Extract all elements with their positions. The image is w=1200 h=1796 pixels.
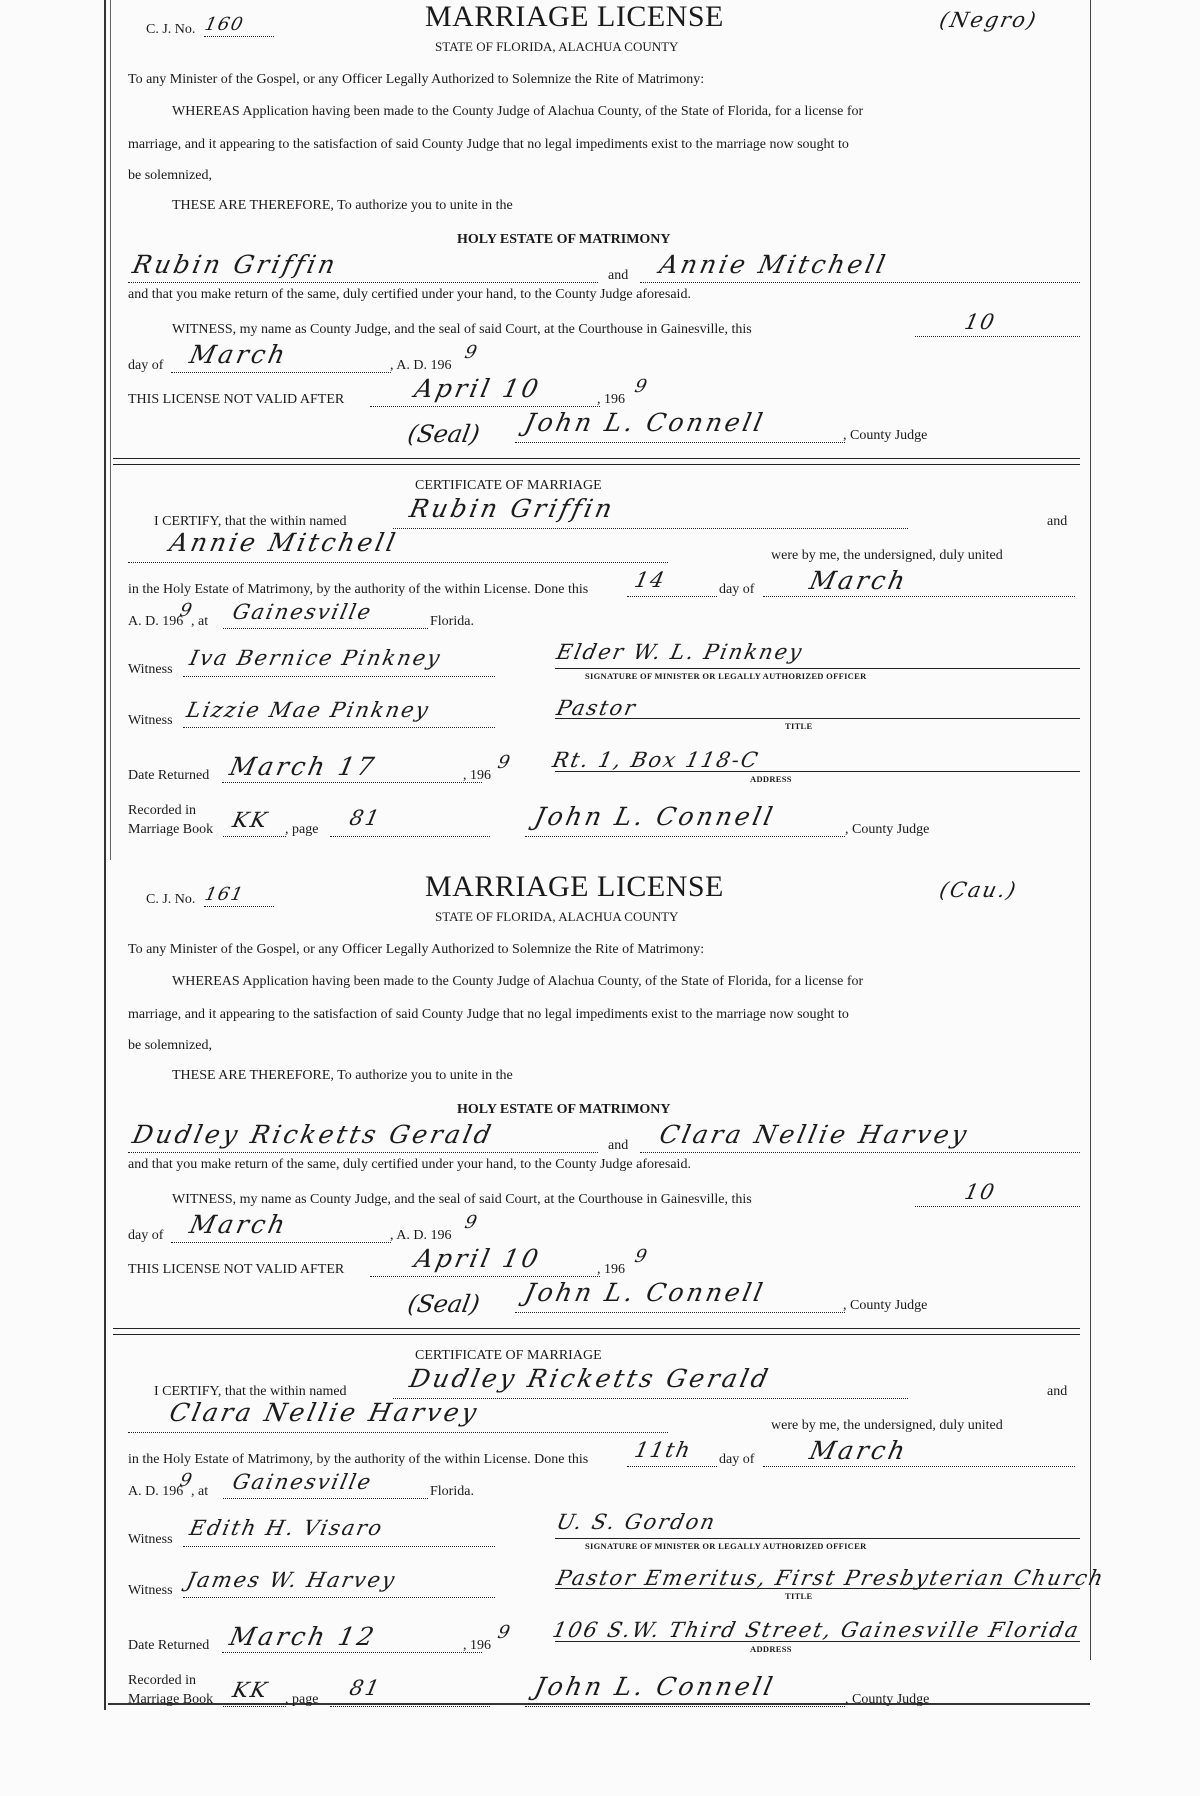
page-border-left-inner bbox=[110, 0, 111, 860]
title-rule bbox=[555, 718, 1080, 719]
witness-1-line bbox=[183, 1546, 495, 1547]
address-rule bbox=[555, 771, 1080, 772]
recorded-in-label: Recorded in bbox=[128, 1673, 197, 1688]
page-line bbox=[330, 1706, 490, 1707]
address-caption: ADDRESS bbox=[750, 774, 792, 784]
and-text: and bbox=[608, 268, 629, 283]
certificate-heading: CERTIFICATE OF MARRIAGE bbox=[415, 1348, 602, 1363]
cj-label: C. J. No. bbox=[146, 892, 196, 907]
returned-year: 9 bbox=[495, 752, 514, 773]
book-value: KK bbox=[230, 808, 271, 832]
signature-rule bbox=[555, 668, 1080, 669]
holy-estate-heading: HOLY ESTATE OF MATRIMONY bbox=[457, 232, 671, 247]
witness-1-label: Witness bbox=[128, 662, 173, 677]
page-value: 81 bbox=[347, 1676, 384, 1700]
ad-line-text: A. D. 196 bbox=[128, 1484, 184, 1499]
officiant-address: 106 S.W. Third Street, Gainesville Florida bbox=[550, 1618, 1083, 1642]
witness-1: Edith H. Visaro bbox=[187, 1516, 386, 1540]
page-border-left bbox=[104, 0, 106, 1710]
witness-day-line bbox=[915, 336, 1080, 337]
cert-groom: Dudley Ricketts Gerald bbox=[406, 1364, 774, 1393]
done-day-line bbox=[627, 1466, 717, 1467]
done-month: March bbox=[806, 1436, 911, 1465]
margin-note: (Negro) bbox=[937, 8, 1040, 32]
judge-signature-2-line bbox=[525, 1706, 845, 1707]
license-title: MARRIAGE LICENSE bbox=[425, 0, 724, 33]
witness-2-line bbox=[183, 1597, 495, 1598]
signature-caption: SIGNATURE OF MINISTER OR LEGALLY AUTHORIZED OFFICER bbox=[585, 1541, 867, 1551]
county-judge-label: , County Judge bbox=[843, 428, 928, 443]
officiant-title: Pastor bbox=[554, 696, 640, 720]
not-valid-date: April 10 bbox=[411, 1244, 544, 1273]
cert-bride: Annie Mitchell bbox=[166, 528, 401, 557]
were-by-me-text: were by me, the undersigned, duly united bbox=[771, 1418, 1003, 1433]
page-border-right bbox=[1090, 0, 1091, 1660]
day-of-text: day of bbox=[128, 358, 164, 373]
addressee-text: To any Minister of the Gospel, or any Officer Legally Authorized to Solemnize the Rite of Matrimony: bbox=[128, 942, 705, 957]
witness-2: Lizzie Mae Pinkney bbox=[184, 698, 433, 722]
and-text: and bbox=[608, 1138, 629, 1153]
certificate-heading: CERTIFICATE OF MARRIAGE bbox=[415, 478, 602, 493]
book-value: KK bbox=[230, 1678, 271, 1702]
whereas-line-1: WHEREAS Application having been made to the County Judge of Alachua County, of the State of Florida, for a license for bbox=[172, 974, 864, 989]
recorded-in-label: Recorded in bbox=[128, 803, 197, 818]
cert-groom-line bbox=[393, 528, 908, 529]
witness-line: WITNESS, my name as County Judge, and the seal of said Court, at the Courthouse in Gainesville, this bbox=[172, 322, 752, 337]
judge-signature-2-line bbox=[525, 836, 845, 837]
witness-1-line bbox=[183, 676, 495, 677]
at-text: , at bbox=[191, 1484, 209, 1499]
cj-no: 160 bbox=[202, 14, 247, 35]
return-line: and that you make return of the same, duly certified under your hand, to the County Judge aforesaid. bbox=[128, 287, 691, 302]
florida-text: Florida. bbox=[430, 614, 474, 629]
cert-bride-line bbox=[128, 562, 668, 563]
officiant-title: Pastor Emeritus, First Presbyterian Church bbox=[554, 1566, 1108, 1590]
at-text: , at bbox=[191, 614, 209, 629]
section-divider bbox=[113, 458, 1080, 465]
done-month-line bbox=[763, 1466, 1075, 1467]
license-year: 9 bbox=[462, 342, 481, 363]
holy-estate-line: in the Holy Estate of Matrimony, by the authority of the within License. Done this bbox=[128, 1452, 589, 1467]
cj-no: 161 bbox=[202, 884, 247, 905]
day-of-2-text: day of bbox=[719, 1452, 755, 1467]
license-month: March bbox=[186, 340, 291, 369]
place-line bbox=[223, 1498, 428, 1499]
cert-groom: Rubin Griffin bbox=[406, 494, 618, 523]
not-valid-date: April 10 bbox=[411, 374, 544, 403]
cj-label: C. J. No. bbox=[146, 22, 196, 37]
returned-date-line bbox=[222, 1652, 482, 1653]
county-judge-label: , County Judge bbox=[843, 1298, 928, 1313]
page-value: 81 bbox=[347, 806, 384, 830]
i-certify-text: I CERTIFY, that the within named bbox=[154, 1384, 347, 1399]
address-rule bbox=[555, 1641, 1080, 1642]
done-day: 11th bbox=[632, 1438, 695, 1462]
license-month-line bbox=[171, 1242, 391, 1243]
page-label: , page bbox=[285, 1692, 319, 1707]
seal-mark: (Seal) bbox=[405, 420, 482, 448]
not-valid-line bbox=[370, 406, 600, 407]
seal-mark: (Seal) bbox=[405, 1290, 482, 1318]
address-caption: ADDRESS bbox=[750, 1644, 792, 1654]
witness-1-label: Witness bbox=[128, 1532, 173, 1547]
florida-text: Florida. bbox=[430, 1484, 474, 1499]
witness-day-line bbox=[915, 1206, 1080, 1207]
title-rule bbox=[555, 1588, 1080, 1589]
whereas-line-1: WHEREAS Application having been made to the County Judge of Alachua County, of the State of Florida, for a license for bbox=[172, 104, 864, 119]
license-subtitle: STATE OF FLORIDA, ALACHUA COUNTY bbox=[435, 909, 679, 924]
i-certify-text: I CERTIFY, that the within named bbox=[154, 514, 347, 529]
place: Gainesville bbox=[230, 600, 375, 624]
groom-line bbox=[128, 282, 598, 283]
book-line bbox=[223, 836, 286, 837]
returned-196: , 196 bbox=[463, 768, 491, 783]
bride-name: Clara Nellie Harvey bbox=[656, 1120, 973, 1149]
marriage-book-label: Marriage Book bbox=[128, 822, 214, 837]
returned-date: March 17 bbox=[226, 752, 380, 781]
not-valid-196: , 196 bbox=[597, 392, 625, 407]
date-returned-label: Date Returned bbox=[128, 1638, 210, 1653]
not-valid-196: , 196 bbox=[597, 1262, 625, 1277]
license-month-line bbox=[171, 372, 391, 373]
signature-rule bbox=[555, 1538, 1080, 1539]
returned-date-line bbox=[222, 782, 482, 783]
cert-and-text: and bbox=[1047, 1384, 1068, 1399]
county-judge-2-label: , County Judge bbox=[845, 1692, 930, 1707]
witness-1: Iva Bernice Pinkney bbox=[187, 646, 444, 670]
were-by-me-text: were by me, the undersigned, duly united bbox=[771, 548, 1003, 563]
section-divider bbox=[113, 1328, 1080, 1335]
judge-signature-line bbox=[515, 442, 845, 443]
holy-estate-line: in the Holy Estate of Matrimony, by the authority of the within License. Done this bbox=[128, 582, 589, 597]
county-judge-2-label: , County Judge bbox=[845, 822, 930, 837]
day-of-2-text: day of bbox=[719, 582, 755, 597]
margin-note: (Cau.) bbox=[937, 878, 1020, 902]
whereas-line-2: marriage, and it appearing to the satisfaction of said County Judge that no legal impediments exist to the marriage now sought to bbox=[128, 1007, 849, 1022]
return-line: and that you make return of the same, duly certified under your hand, to the County Judge aforesaid. bbox=[128, 1157, 691, 1172]
cj-no-line bbox=[204, 36, 274, 37]
license-year: 9 bbox=[462, 1212, 481, 1233]
not-valid-line bbox=[370, 1276, 600, 1277]
returned-196: , 196 bbox=[463, 1638, 491, 1653]
license-title: MARRIAGE LICENSE bbox=[425, 870, 724, 903]
judge-signature: John L. Connell bbox=[521, 408, 768, 437]
officiant-signature: U. S. Gordon bbox=[554, 1510, 719, 1534]
cert-bride-line bbox=[128, 1432, 668, 1433]
day-of-text: day of bbox=[128, 1228, 164, 1243]
ad-text: , A. D. 196 bbox=[390, 358, 452, 373]
cj-no-line bbox=[204, 906, 274, 907]
whereas-line-3: be solemnized, bbox=[128, 1038, 212, 1053]
done-day-line bbox=[627, 596, 717, 597]
signature-caption: SIGNATURE OF MINISTER OR LEGALLY AUTHORIZED OFFICER bbox=[585, 671, 867, 681]
title-caption: TITLE bbox=[785, 1591, 813, 1601]
groom-name: Dudley Ricketts Gerald bbox=[129, 1120, 497, 1149]
not-valid-text: THIS LICENSE NOT VALID AFTER bbox=[128, 392, 345, 407]
place-line bbox=[223, 628, 428, 629]
groom-line bbox=[128, 1152, 598, 1153]
judge-signature: John L. Connell bbox=[521, 1278, 768, 1307]
marriage-license-160 bbox=[125, 0, 1080, 865]
witness-2-line bbox=[183, 727, 495, 728]
witness-2: James W. Harvey bbox=[184, 1568, 399, 1592]
whereas-line-2: marriage, and it appearing to the satisfaction of said County Judge that no legal impediments exist to the marriage now sought to bbox=[128, 137, 849, 152]
done-month: March bbox=[806, 566, 911, 595]
these-are-therefore: THESE ARE THEREFORE, To authorize you to unite in the bbox=[172, 1068, 513, 1083]
bride-line bbox=[640, 282, 1080, 283]
judge-signature-2: John L. Connell bbox=[531, 802, 778, 831]
cert-bride: Clara Nellie Harvey bbox=[166, 1398, 483, 1427]
not-valid-year: 9 bbox=[632, 376, 651, 397]
bride-line bbox=[640, 1152, 1080, 1153]
ad-line-text: A. D. 196 bbox=[128, 614, 184, 629]
holy-estate-heading: HOLY ESTATE OF MATRIMONY bbox=[457, 1102, 671, 1117]
witness-day: 10 bbox=[962, 310, 999, 334]
done-year: 9 bbox=[177, 600, 196, 621]
date-returned-label: Date Returned bbox=[128, 768, 210, 783]
marriage-license-161 bbox=[125, 870, 1108, 1707]
page-label: , page bbox=[285, 822, 319, 837]
place: Gainesville bbox=[230, 1470, 375, 1494]
returned-date: March 12 bbox=[226, 1622, 380, 1651]
witness-2-label: Witness bbox=[128, 713, 173, 728]
these-are-therefore: THESE ARE THEREFORE, To authorize you to unite in the bbox=[172, 198, 513, 213]
groom-name: Rubin Griffin bbox=[129, 250, 341, 279]
officiant-signature: Elder W. L. Pinkney bbox=[554, 640, 806, 664]
witness-line: WITNESS, my name as County Judge, and the seal of said Court, at the Courthouse in Gainesville, this bbox=[172, 1192, 752, 1207]
returned-year: 9 bbox=[495, 1622, 514, 1643]
page-line bbox=[330, 836, 490, 837]
witness-day: 10 bbox=[962, 1180, 999, 1204]
done-year: 9 bbox=[177, 1470, 196, 1491]
addressee-text: To any Minister of the Gospel, or any Officer Legally Authorized to Solemnize the Rite of Matrimony: bbox=[128, 72, 705, 87]
license-subtitle: STATE OF FLORIDA, ALACHUA COUNTY bbox=[435, 39, 679, 54]
license-month: March bbox=[186, 1210, 291, 1239]
book-line bbox=[223, 1706, 286, 1707]
done-day: 14 bbox=[632, 568, 669, 592]
done-month-line bbox=[763, 596, 1075, 597]
marriage-book-label: Marriage Book bbox=[128, 1692, 214, 1707]
judge-signature-2: John L. Connell bbox=[531, 1672, 778, 1701]
page-border-bottom bbox=[108, 1703, 1090, 1705]
officiant-address: Rt. 1, Box 118-C bbox=[550, 748, 762, 772]
not-valid-year: 9 bbox=[632, 1246, 651, 1267]
title-caption: TITLE bbox=[785, 721, 813, 731]
bride-name: Annie Mitchell bbox=[656, 250, 891, 279]
witness-2-label: Witness bbox=[128, 1583, 173, 1598]
whereas-line-3: be solemnized, bbox=[128, 168, 212, 183]
judge-signature-line bbox=[515, 1312, 845, 1313]
not-valid-text: THIS LICENSE NOT VALID AFTER bbox=[128, 1262, 345, 1277]
cert-and-text: and bbox=[1047, 514, 1068, 529]
ad-text: , A. D. 196 bbox=[390, 1228, 452, 1243]
